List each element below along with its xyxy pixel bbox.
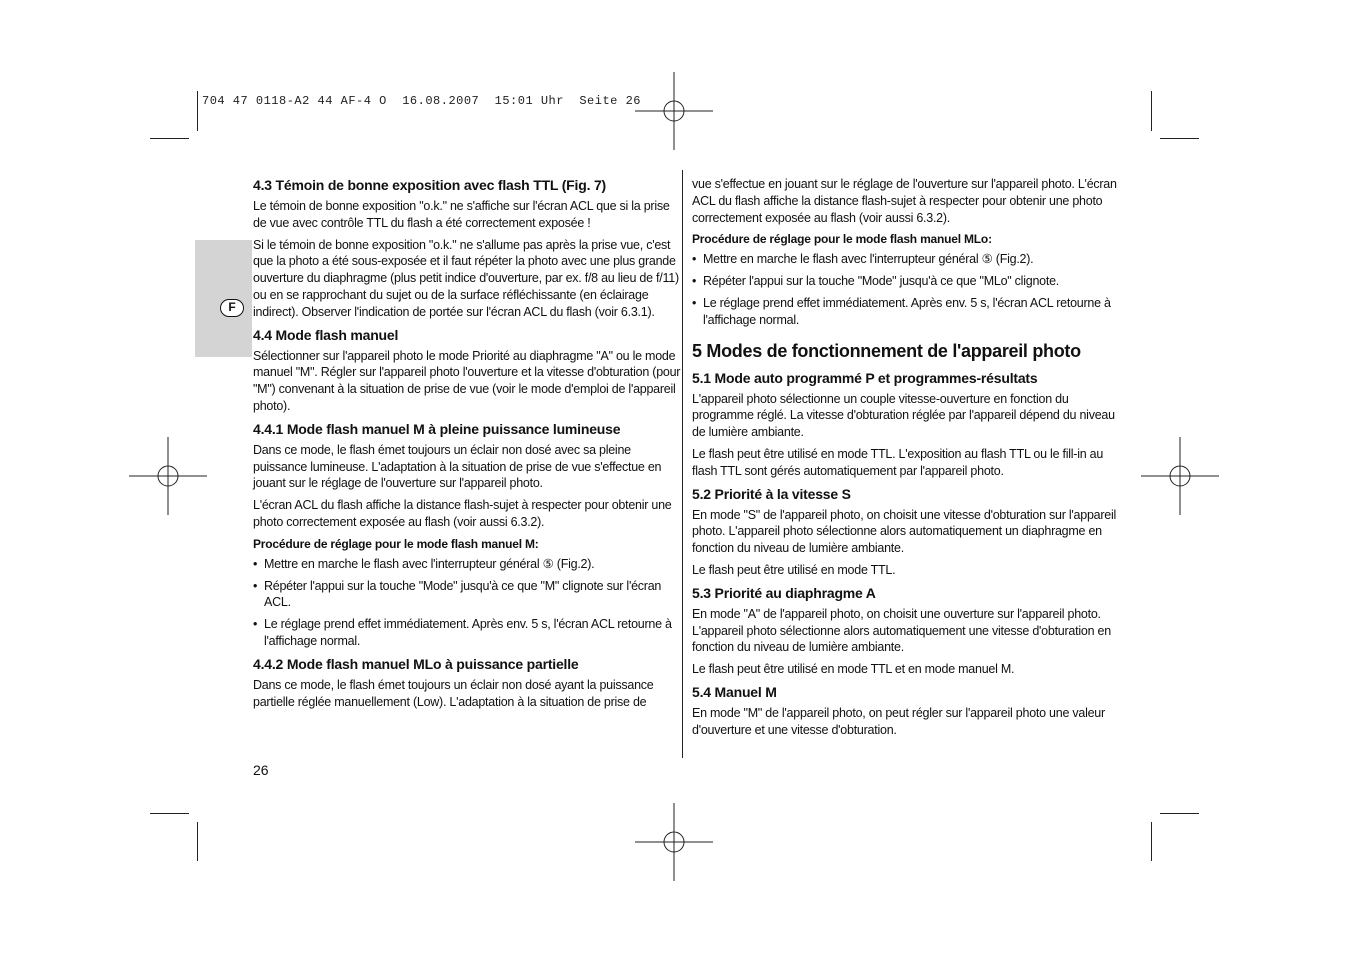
bullet-list <box>692 251 1122 328</box>
language-badge: F <box>220 299 244 317</box>
crop-mark-bottom-right-h <box>1160 813 1199 814</box>
registration-mark-right <box>1141 437 1219 515</box>
paragraph: Dans ce mode, le flash émet toujours un éclair non dosé ayant la puissance partielle réglée manuellement (Low). L'adaptation à la situation de prise de <box>253 677 654 709</box>
bullet-item: • Répéter l'appui sur la touche "Mode" jusqu'à ce que "MLo" clignote. <box>692 273 1122 290</box>
crop-mark-top-left-v <box>197 91 198 131</box>
section-heading: 5.3 Priorité au diaphragme A <box>692 584 876 601</box>
paragraph: L'appareil photo sélectionne un couple vitesse-ouverture en fonction du programme réglé. La vitesse d'obturation réglée par l'appareil dépend du niveau de lumière ambiante. <box>692 391 1115 440</box>
procedure-heading: Procédure de réglage pour le mode flash manuel M: <box>253 536 539 551</box>
crop-mark-bottom-left-h <box>150 813 189 814</box>
paragraph: En mode "M" de l'appareil photo, on peut régler sur l'appareil photo une valeur d'ouverture et une vitesse d'obturation. <box>692 705 1105 737</box>
procedure-heading: Procédure de réglage pour le mode flash manuel MLo: <box>692 232 992 247</box>
registration-mark-left <box>129 437 207 515</box>
paragraph: Dans ce mode, le flash émet toujours un éclair non dosé avec sa pleine puissance lumineuse. L'adaptation à la situation de prise de vue s'effectue en jouant sur le réglage de l'ouverture sur l'appareil photo. <box>253 442 662 491</box>
right-column <box>692 176 1122 744</box>
language-tab <box>195 240 252 357</box>
paragraph: Si le témoin de bonne exposition "o.k." ne s'allume pas après la prise vue, c'est que la photo a été sous-exposée et il faut répéter la photo avec une plus grande ouverture du diaphragme (plus petit indice d'ouverture, par ex. f/8 au lieu de f/11) ou en se rapprochant du sujet ou de la surface réfléchissante (en éclairage indirect). Observer l'indication de portée sur l'écran ACL du flash (voir 6.3.1). <box>253 237 679 319</box>
section-heading: 4.4.1 Mode flash manuel M à pleine puissance lumineuse <box>253 420 621 437</box>
bullet-item: • Le réglage prend effet immédiatement. Après env. 5 s, l'écran ACL retourne à l'affichage normal. <box>253 616 683 650</box>
column-divider <box>682 170 683 758</box>
registration-mark-top <box>635 72 713 150</box>
bullet-item: • Le réglage prend effet immédiatement. Après env. 5 s, l'écran ACL retourne à l'affichage normal. <box>692 295 1122 329</box>
section-heading: 5.4 Manuel M <box>692 683 777 700</box>
registration-mark-bottom <box>635 803 713 881</box>
paragraph: L'écran ACL du flash affiche la distance flash-sujet à respecter pour obtenir une photo correctement exposée au flash (voir aussi 6.3.2). <box>253 498 672 529</box>
section-heading: 5.2 Priorité à la vitesse S <box>692 485 851 502</box>
bullet-item: • Répéter l'appui sur la touche "Mode" jusqu'à ce que "M" clignote sur l'écran ACL. <box>253 578 683 612</box>
chapter-heading: 5 Modes de fonctionnement de l'appareil photo <box>692 340 1081 361</box>
section-heading: 4.3 Témoin de bonne exposition avec flash TTL (Fig. 7) <box>253 177 607 193</box>
crop-mark-bottom-left-v <box>197 822 198 861</box>
bullet-item: • Mettre en marche le flash avec l'interrupteur général ⑤ (Fig.2). <box>253 556 683 573</box>
crop-mark-top-right-h <box>1160 138 1199 139</box>
paragraph: vue s'effectue en jouant sur le réglage de l'ouverture sur l'appareil photo. L'écran ACL du flash affiche la distance flash-sujet à respecter pour obtenir une photo correctement exposée au flash (voir aussi 6.3.2). <box>692 177 1117 225</box>
paragraph: Le flash peut être utilisé en mode TTL. L'exposition au flash TTL ou le fill-in au flash TTL sont gérés automatiquement par l'appareil photo. <box>692 446 1104 478</box>
crop-mark-bottom-right-v <box>1151 822 1152 861</box>
crop-mark-top-left-h <box>150 138 189 139</box>
page-number: 26 <box>253 762 269 778</box>
paragraph: Sélectionner sur l'appareil photo le mode Priorité au diaphragme "A" ou le mode manuel "M". Régler sur l'appareil photo l'ouverture et la vitesse d'obturation (pour "M") convenant à la situation de prise de vue (voir le mode d'emploi de l'appareil photo). <box>253 348 681 413</box>
bullet-item: • Mettre en marche le flash avec l'interrupteur général ⑤ (Fig.2). <box>692 251 1122 268</box>
paragraph: Le flash peut être utilisé en mode TTL et en mode manuel M. <box>692 662 1015 677</box>
bullet-list <box>253 556 683 650</box>
paragraph: Le flash peut être utilisé en mode TTL. <box>692 562 896 577</box>
paragraph: En mode "A" de l'appareil photo, on choisit une ouverture sur l'appareil photo. L'appareil photo sélectionne alors automatiquement une vitesse d'obturation en fonction du niveau de lumière ambiante. <box>692 606 1111 655</box>
left-column <box>253 176 683 715</box>
section-heading: 5.1 Mode auto programmé P et programmes-résultats <box>692 369 1038 386</box>
paragraph: En mode "S" de l'appareil photo, on choisit une vitesse d'obturation sur l'appareil photo. L'appareil photo sélectionne alors automatiquement un diaphragme en fonction du niveau de lumière ambiante. <box>692 507 1117 556</box>
crop-mark-top-right-v <box>1151 91 1152 131</box>
section-heading: 4.4.2 Mode flash manuel MLo à puissance partielle <box>253 655 579 672</box>
paragraph: Le témoin de bonne exposition "o.k." ne s'affiche sur l'écran ACL que si la prise de vue avec contrôle TTL du flash a été correctement exposée ! <box>253 199 670 230</box>
section-heading: 4.4 Mode flash manuel <box>253 326 399 343</box>
print-job-code: 704 47 0118-A2 44 AF-4 O 16.08.2007 15:01 Uhr Seite 26 <box>202 94 641 108</box>
